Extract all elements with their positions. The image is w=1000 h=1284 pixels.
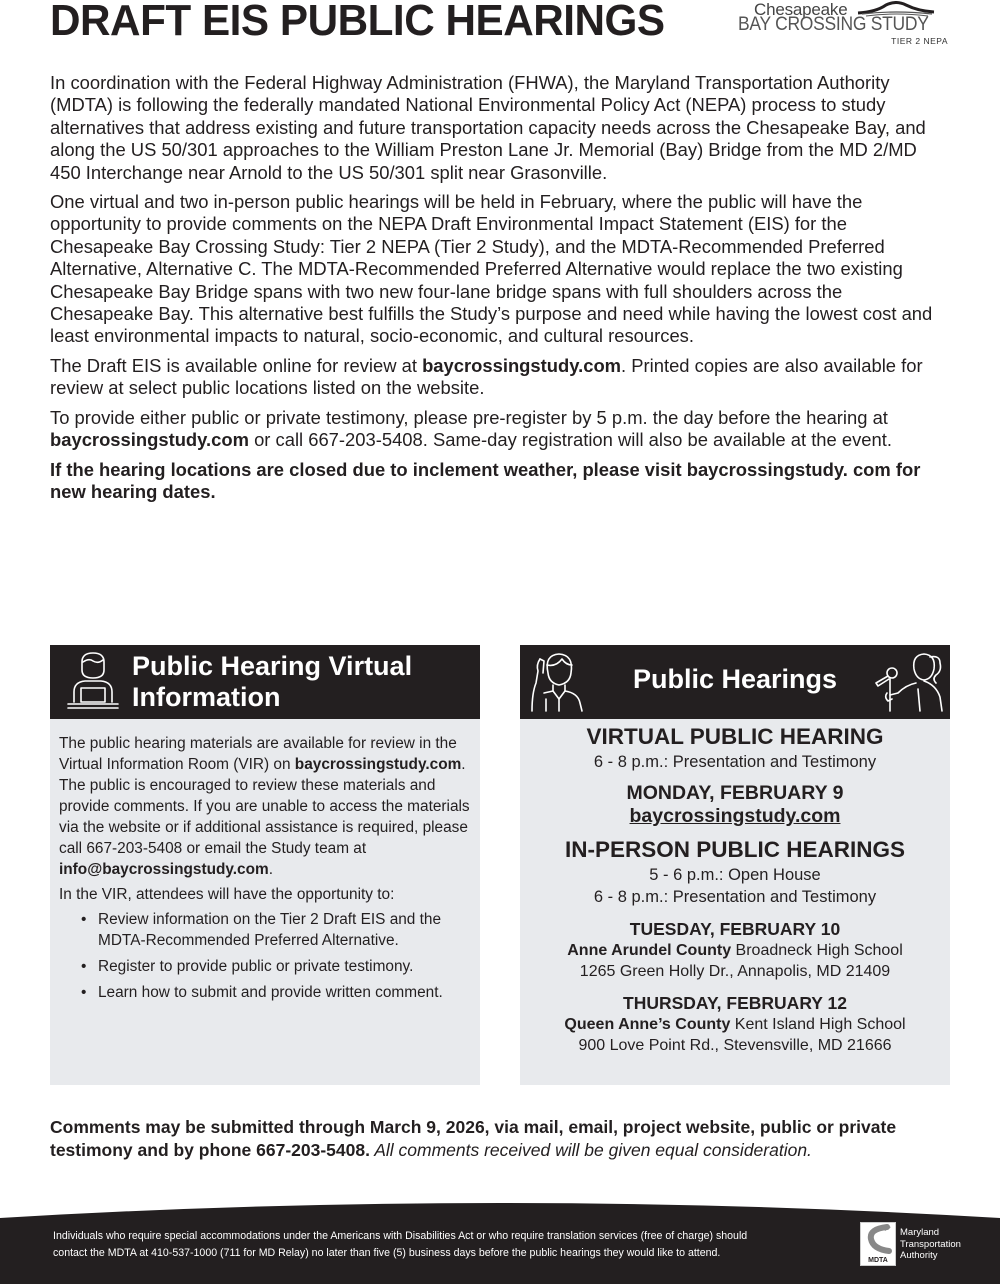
comments-deadline: Comments may be submitted through March 9, 2026, via mail, email, project website, public or private testimony and by phone 667-203-5408. — [50, 1117, 897, 1160]
website-link[interactable]: baycrossingstudy.com — [422, 354, 622, 376]
text: . The public is encouraged to review these materials and provide comments. If you are unable to access the materials via the website or if additional assistance is required, please call 667-203-5408 or email the Study team at — [59, 756, 470, 857]
virtual-info-panel-header — [50, 645, 480, 719]
org-name-line: Authority — [900, 1250, 938, 1261]
county-name: Queen Anne’s County — [564, 1016, 731, 1033]
intro-paragraph-4 — [50, 407, 950, 452]
presentation-time: 6 - 8 p.m.: Presentation and Testimony — [593, 888, 877, 906]
person-with-microphone-icon — [870, 649, 946, 715]
email-link[interactable]: info@baycrossingstudy.com — [59, 861, 269, 878]
page-title: DRAFT EIS PUBLIC HEARINGS — [50, 0, 665, 45]
county-name: Anne Arundel County — [567, 942, 732, 959]
intro-paragraph-2: One virtual and two in-person public hearings will be held in February, where the public will have the opportunity to provide comments on the NEPA Draft Environmental Impact Statement (EIS) for the Chesapeake Bay Crossing Study: Tier 2 NEPA (Tier 2 Study), and the MDTA-Recommended Preferred Alternative, Alternative C. The MDTA-Recommended Preferred Alternative would replace the two existing Chesapeake Bay Bridge spans with two new four-lane bridge spans with full shoulders across the Chesapeake Bay. This alternative best fulfills the Study’s purpose and need while having the lowest cost and least environmental impacts to natural, socio-economic, and cultural resources. — [50, 191, 933, 347]
page-header — [50, 0, 950, 58]
logo-line-tier: TIER 2 NEPA — [891, 36, 948, 46]
intro-section — [50, 72, 950, 510]
hearing-date: THURSDAY, FEBRUARY 12 — [623, 993, 847, 1013]
intro-paragraph-3 — [50, 355, 950, 400]
accessibility-notice-line: Individuals who require special accommodations under the Americans with Disabilities Act or who require translation services (free of charge) should — [53, 1230, 748, 1242]
public-hearings-panel-title: Public Hearings — [632, 664, 838, 694]
org-name-line: Maryland — [900, 1227, 940, 1238]
weather-notice-text: If the hearing locations are closed due to inclement weather, please visit baycrossingstudy. com for new hearing dates. — [50, 458, 921, 502]
virtual-info-panel — [50, 645, 480, 1085]
title-line: Information — [132, 682, 281, 712]
logo-line-chesapeake: Chesapeake — [754, 0, 848, 19]
text: . Printed copies are also available for review at select public locations listed on the website. — [50, 354, 923, 399]
virtual-hearing-link[interactable]: baycrossingstudy.com — [629, 805, 841, 827]
virtual-hearing-date: MONDAY, FEBRUARY 9 — [626, 782, 844, 804]
hearing-venue — [520, 940, 950, 961]
public-hearings-panel — [520, 645, 950, 1085]
open-house-time: 5 - 6 p.m.: Open House — [649, 866, 821, 884]
intro-paragraph-1: In coordination with the Federal Highway Administration (FHWA), the Maryland Transportation Authority (MDTA) is following the federally mandated National Environmental Policy Act (NEPA) process to study alternatives that address existing and future transportation capacity needs across the Chesapeake Bay, and along the US 50/301 approaches to the William Preston Lane Jr. Memorial (Bay) Bridge from the MD 2/MD 450 Interchange near Arnold to the US 50/301 split near Grasonville. — [50, 72, 926, 183]
hearing-address: 900 Love Point Rd., Stevensville, MD 21666 — [578, 1037, 892, 1054]
comments-notice — [50, 1116, 950, 1162]
venue-name: Kent Island High School — [730, 1016, 906, 1033]
hearing-venue — [520, 1014, 950, 1035]
vir-description — [59, 733, 471, 880]
text: The public hearing materials are available for review in the Virtual Information Room (VIR) on — [59, 735, 457, 773]
road-curve-icon — [861, 1223, 895, 1255]
website-link[interactable]: baycrossingstudy.com — [294, 756, 462, 773]
list-item: • Review information on the Tier 2 Draft EIS and the MDTA-Recommended Preferred Alternative. — [81, 909, 471, 951]
venue-name: Broadneck High School — [731, 942, 903, 959]
hearing-date: TUESDAY, FEBRUARY 10 — [629, 919, 841, 939]
text: . — [268, 861, 273, 878]
virtual-hearing-time: 6 - 8 p.m.: Presentation and Testimony — [593, 753, 877, 771]
public-hearings-panel-body — [520, 719, 950, 1056]
vir-opportunities-intro: In the VIR, attendees will have the opportunity to: — [59, 886, 395, 903]
logo-line-bay-crossing: BAY CROSSING STUDY — [738, 14, 929, 35]
public-hearings-panel-header — [520, 645, 950, 719]
virtual-hearing-heading: VIRTUAL PUBLIC HEARING — [586, 724, 884, 749]
text: The Draft EIS is available online for review at — [50, 354, 423, 376]
list-item: • Register to provide public or private testimony. — [81, 956, 471, 977]
virtual-info-panel-title — [132, 651, 412, 713]
list-item: • Learn how to submit and provide written comment. — [81, 982, 471, 1003]
mdta-org-name — [900, 1227, 961, 1262]
title-line: Public Hearing Virtual — [132, 651, 413, 681]
person-at-laptop-icon — [62, 650, 124, 712]
mdta-logo-label: MDTA — [868, 1257, 888, 1264]
virtual-info-panel-body — [50, 719, 480, 1003]
accessibility-notice — [53, 1228, 797, 1262]
website-link[interactable]: baycrossingstudy.com — [50, 429, 249, 451]
accessibility-notice-line: contact the MDTA at 410-537-1000 (711 for MD Relay) no later than five (5) business days before the public hearings they would like to attend. — [53, 1247, 721, 1259]
comments-consideration: All comments received will be given equal consideration. — [369, 1140, 812, 1160]
study-logo — [738, 0, 950, 50]
text: or call 667-203-5408. Same-day registration will also be available at the event. — [248, 429, 892, 451]
org-name-line: Transportation — [900, 1238, 961, 1250]
in-person-hearings-heading: IN-PERSON PUBLIC HEARINGS — [564, 837, 906, 862]
text: To provide either public or private testimony, please pre-register by 5 p.m. the day before the hearing at — [50, 406, 888, 428]
mdta-logo — [860, 1222, 896, 1266]
weather-notice — [50, 459, 950, 504]
footer — [0, 1196, 1000, 1284]
vir-opportunities-list — [59, 909, 471, 1003]
hearing-address: 1265 Green Holly Dr., Annapolis, MD 21409 — [579, 963, 891, 980]
